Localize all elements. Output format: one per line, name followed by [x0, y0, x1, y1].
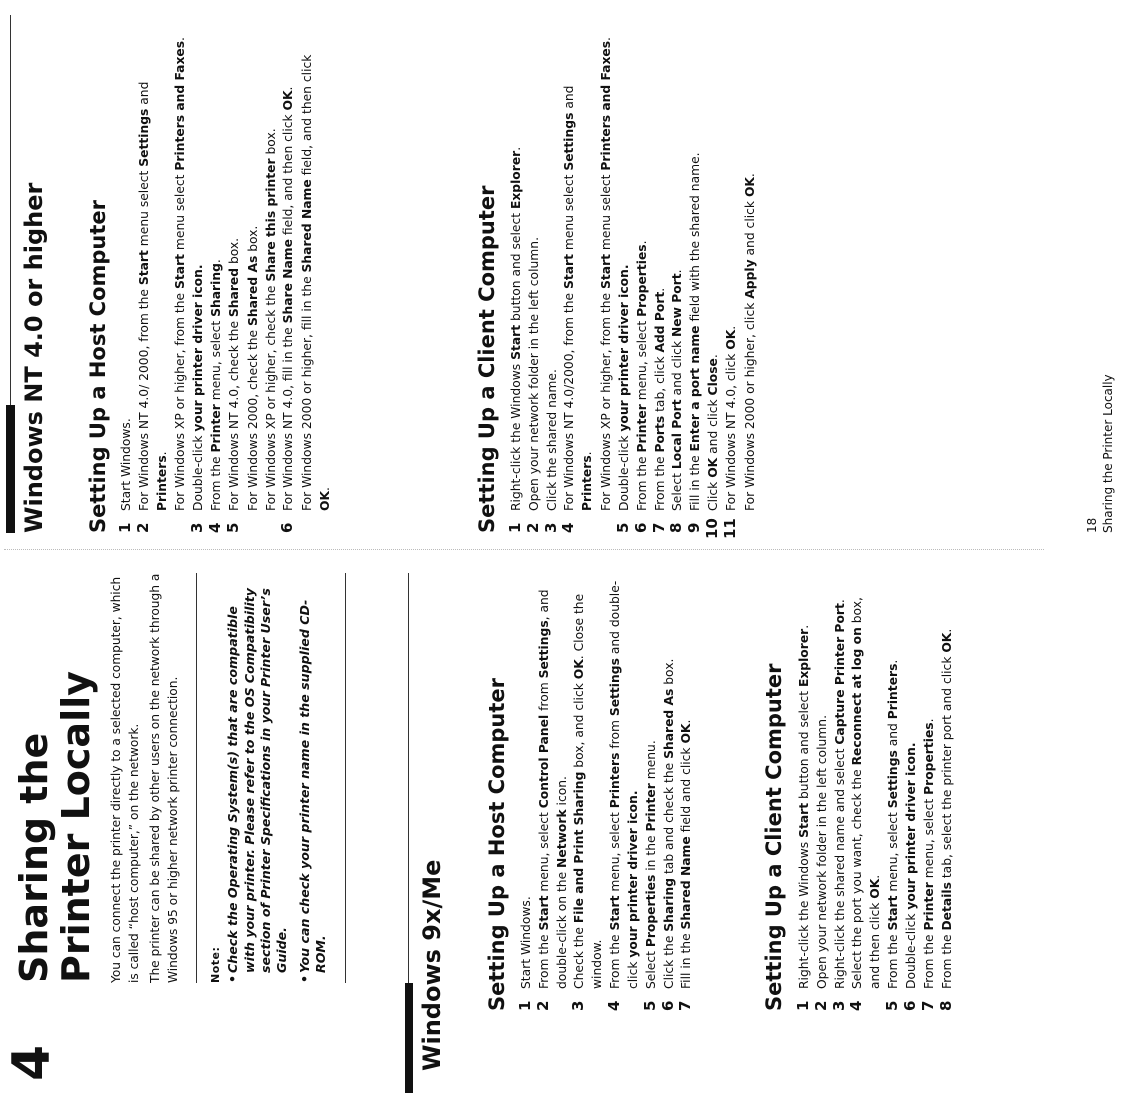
step-text: Fill in the Shared Name field and click OK.: [679, 719, 694, 989]
note-item-text: You can check your printer name in the supplied CD-ROM.: [296, 599, 329, 973]
list-item: [508, 28, 526, 533]
step-number: 2: [811, 1000, 830, 1011]
list-item: [533, 571, 572, 1011]
step-text: From the Start menu, select Control Panel from Settings, and double-click on the Network icon.: [536, 589, 569, 989]
list-item: [190, 28, 208, 533]
step-text: Start Windows.: [119, 418, 133, 511]
list-item: [640, 571, 661, 1011]
step-number: 5: [883, 1000, 902, 1011]
note-box: [196, 573, 346, 983]
os-title-winnt: Windows NT 4.0 or higher: [20, 182, 48, 533]
list-item: [669, 28, 687, 533]
bullet-icon: •: [225, 974, 241, 983]
step-text: For Windows NT 4.0/2000, from the Start menu select Settings and Printers.: [562, 85, 595, 511]
section-bar: [6, 405, 15, 533]
list-item: [631, 28, 652, 533]
step-number: 2: [533, 1000, 552, 1011]
step-number: 2: [133, 522, 152, 533]
step-number: 5: [613, 522, 632, 533]
step-number: 5: [640, 1000, 659, 1011]
step-number: 1: [516, 1000, 534, 1011]
step-subtext: For Windows XP or higher, from the Start menu select Printers and Faxes.: [599, 37, 614, 511]
step-text: From the Start menu, select Printers from Settings and double-click your printer driver icon.: [608, 580, 640, 989]
page-number: 18: [1085, 517, 1099, 533]
list-item: [918, 571, 939, 1011]
section-bar: [405, 983, 413, 1093]
step-text: Fill in the Enter a port name field with the shared name.: [688, 152, 703, 511]
step-number: 3: [829, 1000, 848, 1011]
step-number: 4: [847, 1000, 866, 1011]
step-number: 6: [658, 1000, 677, 1011]
step-text: From the Ports tab, click Add Port.: [652, 287, 667, 511]
step-text: Select Properties in the Printer menu.: [643, 740, 658, 989]
step-number: 2: [523, 522, 542, 533]
step-subtext: For Windows 2000 or higher, fill in the Shared Name field, and then click OK.: [300, 54, 333, 511]
intro-paragraph: You can connect the printer directly to a selected computer, which is called “host computer,” on the network.: [109, 576, 141, 983]
win9x-host-steps: [518, 571, 696, 1011]
step-text: From the Start menu, select Settings and Printers.: [886, 659, 901, 989]
page-divider: [4, 549, 1044, 550]
list-item: [280, 28, 334, 533]
step-number: 6: [900, 1000, 919, 1011]
list-item: [523, 28, 544, 533]
winnt-client-title: Setting Up a Client Computer: [475, 185, 499, 533]
list-item: [658, 571, 679, 1011]
step-text: Select Local Port and click New Port.: [670, 269, 685, 511]
step-number: 4: [559, 522, 578, 533]
list-item: [687, 28, 705, 533]
step-text: Click the shared name.: [544, 369, 559, 511]
step-number: 4: [206, 522, 225, 533]
note-label: Note:: [209, 946, 222, 983]
step-number: 1: [116, 522, 134, 533]
step-text: For Windows NT 4.0/ 2000, from the Start menu select Settings and Printers.: [136, 81, 169, 511]
step-text: From the Printer menu, select Sharing.: [209, 259, 224, 511]
win9x-host-title: Setting Up a Host Computer: [485, 677, 509, 1011]
step-number: 9: [685, 522, 704, 533]
note-item: [225, 573, 290, 983]
list-item: [133, 28, 190, 533]
os-title-win9x: Windows 9x/Me: [418, 859, 446, 1071]
winnt-client-steps: [506, 28, 760, 539]
step-number: 10: [703, 518, 722, 539]
step-text: From the Details tab, select the printer port and click OK.: [939, 628, 954, 989]
footer-section-title: Sharing the Printer Locally: [1101, 374, 1116, 533]
list-item: [678, 571, 696, 1011]
list-item: [703, 28, 723, 539]
step-text: Check the File and Print Sharing box, and click OK. Close the window.: [572, 593, 605, 989]
list-item: [541, 28, 562, 533]
step-number: 1: [794, 1000, 812, 1011]
step-text: Double-click your printer driver icon.: [903, 742, 918, 989]
step-number: 11: [720, 518, 739, 539]
step-number: 3: [188, 522, 207, 533]
list-item: [796, 571, 814, 1011]
step-subtext: For Windows 2000 or higher, click Apply and click OK.: [742, 173, 757, 511]
step-text: Start Windows.: [519, 896, 533, 989]
list-item: [649, 28, 670, 533]
note-item: [297, 573, 330, 983]
chapter-intro: [108, 573, 187, 983]
step-number: 4: [605, 1000, 624, 1011]
step-text: From the Printer menu, select Properties.: [921, 718, 936, 989]
list-item: [811, 571, 832, 1011]
section-rule: [10, 15, 11, 405]
win9x-client-title: Setting Up a Client Computer: [762, 663, 786, 1011]
step-number: 7: [649, 522, 668, 533]
winnt-host-title: Setting Up a Host Computer: [86, 199, 110, 533]
step-text: For Windows NT 4.0, fill in the Share Name field, and then click OK.: [281, 86, 296, 511]
chapter-number: 4: [2, 1044, 62, 1081]
page-footer: [1084, 13, 1116, 533]
list-item: [849, 571, 885, 1011]
winnt-host-steps: [118, 28, 335, 533]
step-number: 6: [278, 522, 297, 533]
list-item: [223, 28, 280, 533]
step-text: Right-click the Windows Start button and select Explorer.: [509, 146, 523, 511]
list-item: [561, 28, 615, 533]
step-text: Right-click the Windows Start button and select Explorer.: [797, 624, 811, 989]
step-number: 7: [918, 1000, 937, 1011]
list-item: [900, 571, 921, 1011]
step-number: 3: [569, 1000, 588, 1011]
step-text: Open your network folder in the left column.: [814, 715, 829, 989]
win9x-client-steps: [796, 571, 956, 1011]
chapter-title: Sharing the Printer Locally: [12, 671, 98, 983]
step-text: Select the port you want, check the Reconnect at log on box, and then click OK.: [850, 597, 883, 989]
step-text: From the Printer menu, select Properties.: [634, 240, 649, 511]
step-number: 3: [541, 522, 560, 533]
list-item: [829, 571, 850, 1011]
step-number: 5: [223, 522, 242, 533]
step-text: Double-click your printer driver icon.: [191, 264, 206, 511]
step-number: 8: [667, 522, 686, 533]
list-item: [936, 571, 957, 1011]
list-item: [571, 571, 607, 1011]
step-text: Click the Sharing tab and check the Shared As box.: [661, 658, 676, 989]
section-rule: [408, 573, 409, 983]
intro-paragraph: The printer can be shared by other users on the network through a Windows 95 or higher network printer connection.: [148, 573, 181, 983]
bullet-icon: •: [296, 974, 312, 983]
step-number: 8: [936, 1000, 955, 1011]
list-item: [208, 28, 226, 533]
step-number: 7: [676, 1000, 695, 1011]
list-item: [118, 28, 136, 533]
note-item-text: Check the Operating System(s) that are compatible with your printer. Please refer to the OS Compatibility section of Printer Specifications in your Printer User’s Guide.: [225, 588, 290, 973]
step-text: Open your network folder in the left column.: [526, 237, 541, 511]
step-text: Right-click the shared name and select Capture Printer Port.: [832, 599, 847, 989]
list-item: [518, 571, 536, 1011]
step-text: Click OK and click Close.: [706, 354, 721, 511]
step-text: Double-click your printer driver icon.: [616, 264, 631, 511]
note-list: [225, 573, 329, 983]
step-number: 6: [631, 522, 650, 533]
list-item: [607, 571, 643, 1011]
step-subtext: For Windows 2000, check the Shared As box. For Windows XP or higher, check the Share this printer box.: [245, 128, 278, 511]
step-number: 1: [506, 522, 524, 533]
list-item: [720, 28, 760, 539]
step-text: For Windows NT 4.0, click OK.: [723, 325, 738, 511]
list-item: [613, 28, 634, 533]
step-subtext: For Windows XP or higher, from the Start menu select Printers and Faxes.: [173, 37, 188, 511]
list-item: [885, 571, 903, 1011]
step-text: For Windows NT 4.0, check the Shared box.: [226, 237, 241, 511]
